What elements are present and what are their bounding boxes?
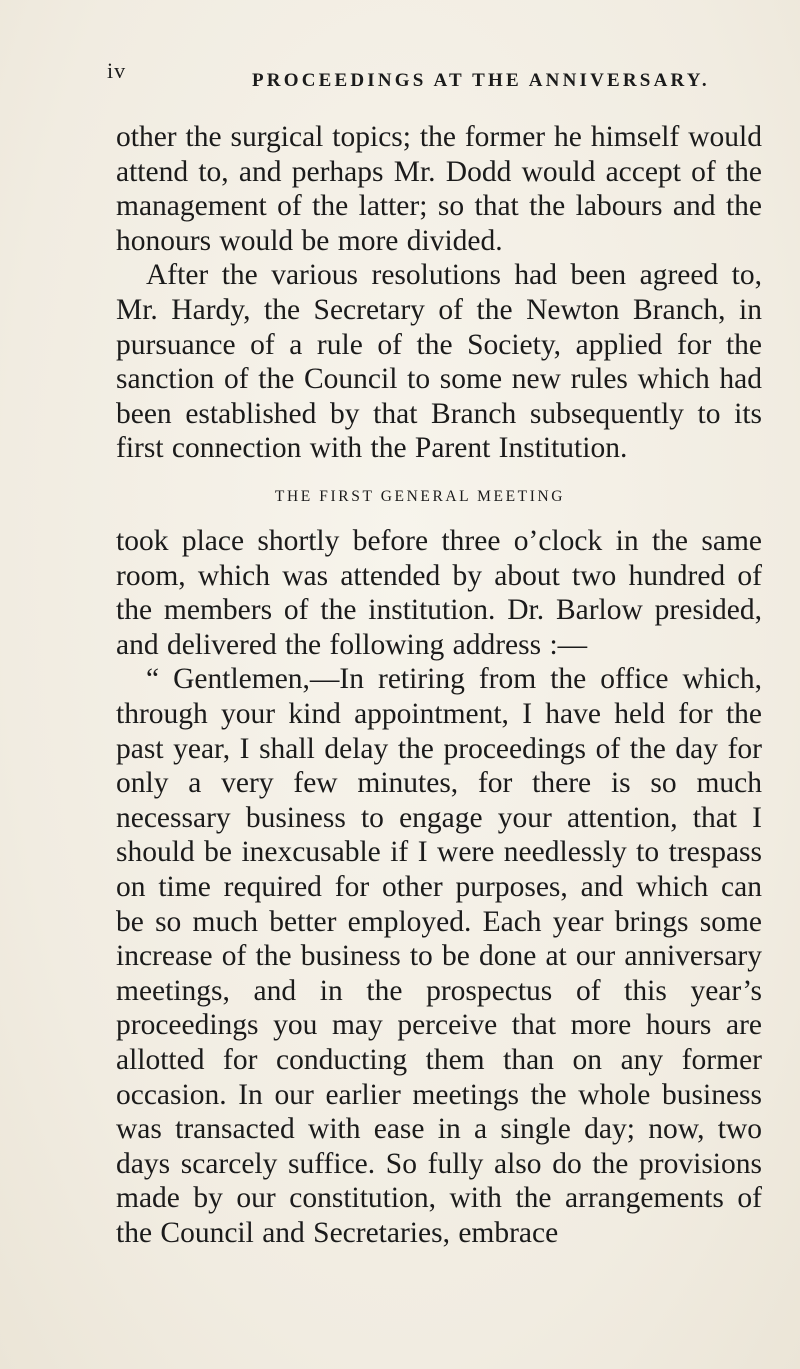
running-head (0, 58, 800, 98)
paragraph-address: “ Gentlemen,—In retiring from the office which, through your kind appointment, I have held for the past year, I shall delay the proceedings of the day for only a very few minutes, for there is so much necessary business to engage your attention, that I should be inexcusable if I were needlessly to trespass on time required for other purposes, and which can be so much better employed. Each year brings some increase of the business to be done at our anniversary meetings, and in the prospectus of this year’s proceedings you may perceive that more hours are allotted for conducting them than on any former occasion. In our earlier meetings the whole business was transacted with ease in a single day; now, two days scarcely suffice. So fully also do the provisions made by our constitution, with the arrangements of the Council and Secretaries, embrace (116, 663, 762, 1249)
page-number: iv (107, 58, 127, 83)
paragraph-newton-branch: After the various resolutions had been agreed to, Mr. Hardy, the Secretary of the Newton Branch, in pursuance of a rule of the Society, applied for the sanction of the Council to some new rules which had been established by that Branch subsequently to its first connection with the Parent Institution. (116, 259, 762, 465)
paragraph-first-meeting: took place shortly before three o’clock in the same room, which was attended by about two hundred of the members of the institution. Dr. Barlow presided, and delivered the following address :— (116, 525, 762, 661)
section-heading-text: THE FIRST GENERAL MEETING (274, 488, 566, 505)
running-title: PROCEEDINGS AT THE ANNIVERSARY. (252, 70, 710, 91)
paragraph-continuation: other the surgical topics; the former he himself would attend to, and perhaps Mr. Dodd would accept of the management of the latter; so that the labours and the honours would be more divided. (116, 121, 762, 257)
section-heading (0, 488, 800, 506)
text-block-bottom (116, 524, 762, 1250)
text-block-top (116, 120, 762, 466)
